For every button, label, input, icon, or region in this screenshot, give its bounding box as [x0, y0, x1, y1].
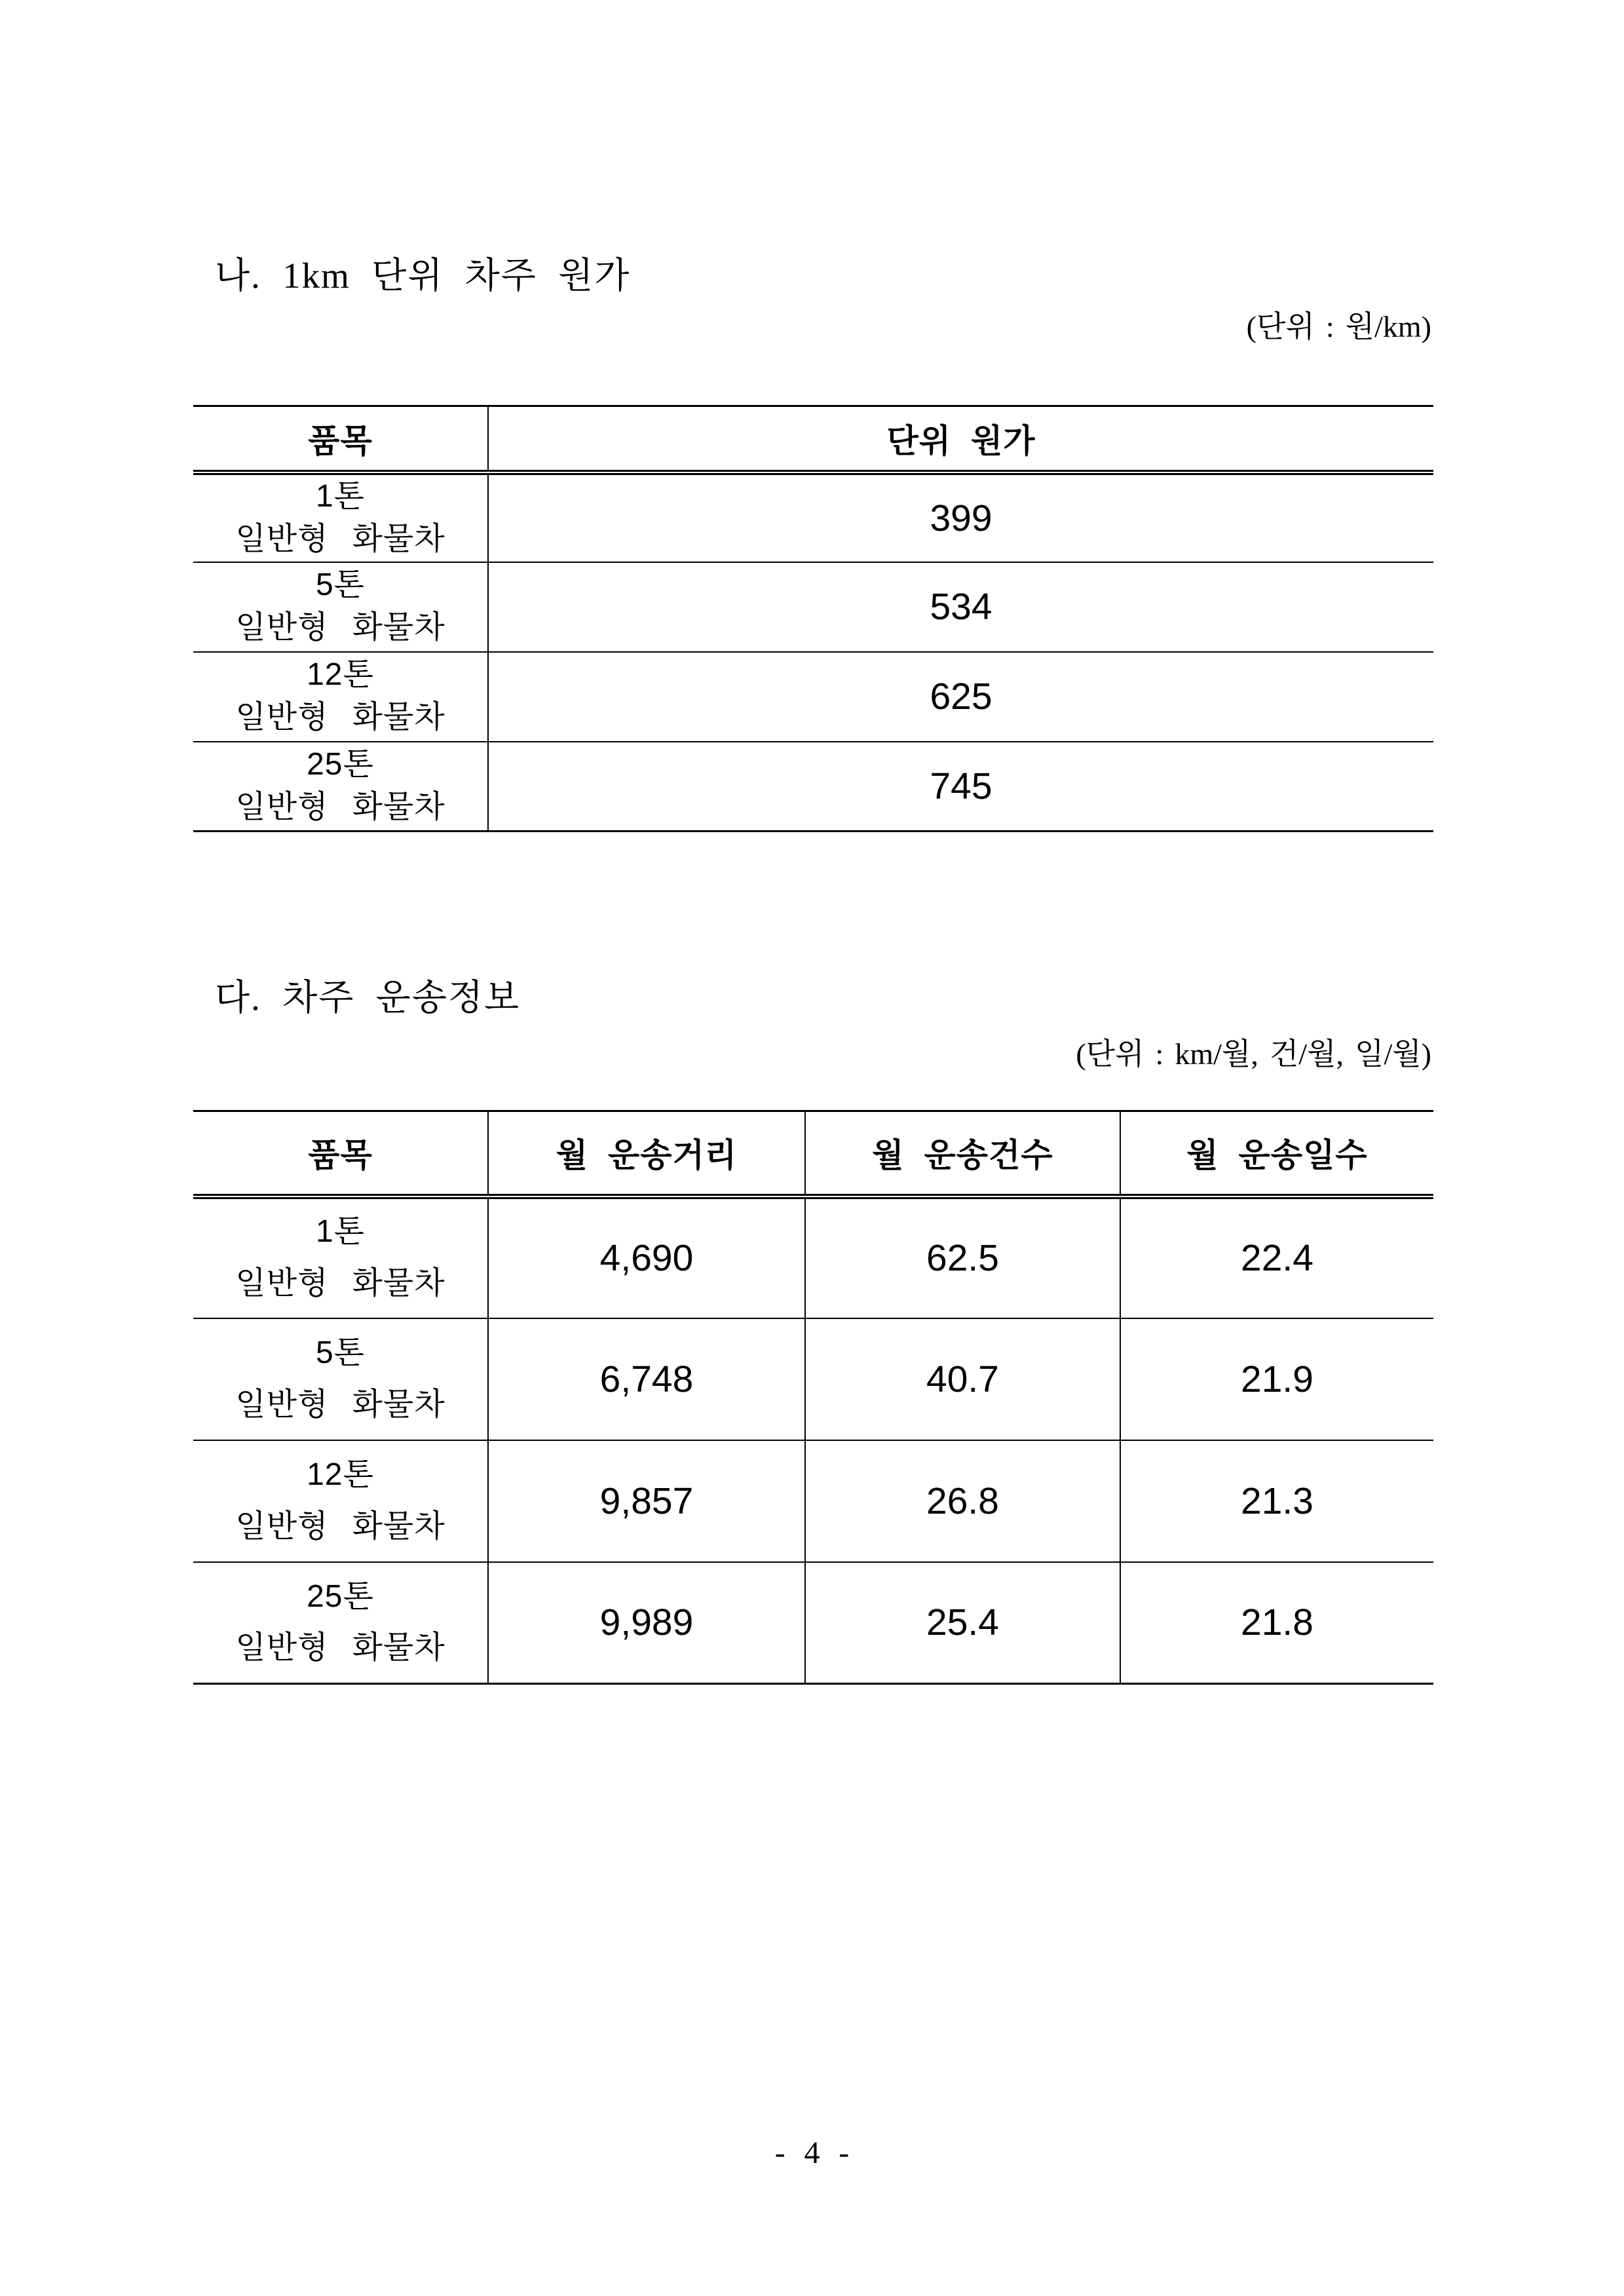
- vehicle-type-label: 일반형 화물차: [235, 1630, 445, 1666]
- table-row: [193, 1440, 1433, 1562]
- header-monthly-days-column: 월 운송일수: [1120, 1111, 1433, 1196]
- unit-cost-value: 534: [488, 562, 1433, 652]
- table-row: [193, 562, 1433, 652]
- table-row: [193, 472, 1433, 562]
- unit-cost-value: 625: [488, 652, 1433, 742]
- vehicle-label: [193, 478, 487, 558]
- header-unit-cost-column: 단위 원가: [488, 406, 1433, 472]
- tonnage-label: 1톤: [315, 478, 366, 514]
- vehicle-label-cell: [193, 1440, 488, 1562]
- table-row: [193, 652, 1433, 742]
- header-item-column: 품목: [193, 406, 488, 472]
- monthly-days-value: 21.9: [1120, 1318, 1433, 1440]
- monthly-count-value: 26.8: [805, 1440, 1120, 1562]
- monthly-count-value: 40.7: [805, 1318, 1120, 1440]
- unit-note-transport: (단위 : km/월, 건/월, 일/월): [1076, 1037, 1431, 1071]
- vehicle-label-cell: [193, 1562, 488, 1684]
- vehicle-type-label: 일반형 화물차: [235, 789, 445, 824]
- monthly-days-value: 21.3: [1120, 1440, 1433, 1562]
- tonnage-label: 25톤: [307, 1578, 374, 1614]
- header-item-column: 품목: [193, 1111, 488, 1196]
- header-monthly-count-column: 월 운송건수: [805, 1111, 1120, 1196]
- vehicle-label: [193, 657, 487, 736]
- header-monthly-distance-column: 월 운송거리: [488, 1111, 805, 1196]
- table-header-row: [193, 1111, 1433, 1196]
- tonnage-label: 1톤: [315, 1214, 366, 1250]
- page-number: - 4 -: [774, 2135, 850, 2170]
- tonnage-label: 25톤: [307, 747, 374, 782]
- vehicle-label-cell: [193, 742, 488, 832]
- monthly-count-value: 62.5: [805, 1196, 1120, 1318]
- vehicle-label: [193, 1578, 487, 1667]
- vehicle-label: [193, 1457, 487, 1545]
- unit-cost-table: [193, 405, 1433, 832]
- table-row: [193, 742, 1433, 832]
- section-title-transport-info: 다. 차주 운송정보: [215, 977, 521, 1018]
- table-header-row: [193, 406, 1433, 472]
- monthly-distance-value: 9,989: [488, 1562, 805, 1684]
- vehicle-label: [193, 1214, 487, 1302]
- vehicle-label-cell: [193, 1318, 488, 1440]
- vehicle-label-cell: [193, 562, 488, 652]
- table-row: [193, 1196, 1433, 1318]
- vehicle-type-label: 일반형 화물차: [235, 700, 445, 735]
- monthly-days-value: 21.8: [1120, 1562, 1433, 1684]
- vehicle-label-cell: [193, 472, 488, 562]
- monthly-days-value: 22.4: [1120, 1196, 1433, 1318]
- tonnage-label: 12톤: [307, 1457, 374, 1492]
- vehicle-type-label: 일반형 화물차: [235, 521, 445, 556]
- vehicle-label-cell: [193, 652, 488, 742]
- vehicle-type-label: 일반형 화물차: [235, 1266, 445, 1301]
- unit-cost-value: 399: [488, 472, 1433, 562]
- unit-cost-value: 745: [488, 742, 1433, 832]
- tonnage-label: 5톤: [315, 1335, 366, 1370]
- tonnage-label: 5톤: [315, 567, 366, 603]
- vehicle-label-cell: [193, 1196, 488, 1318]
- unit-note-cost: (단위 : 원/km): [1246, 310, 1431, 343]
- vehicle-type-label: 일반형 화물차: [235, 1387, 445, 1422]
- vehicle-label: [193, 1335, 487, 1423]
- monthly-distance-value: 6,748: [488, 1318, 805, 1440]
- monthly-count-value: 25.4: [805, 1562, 1120, 1684]
- table-row: [193, 1318, 1433, 1440]
- monthly-distance-value: 4,690: [488, 1196, 805, 1318]
- vehicle-label: [193, 567, 487, 646]
- monthly-distance-value: 9,857: [488, 1440, 805, 1562]
- vehicle-type-label: 일반형 화물차: [235, 1508, 445, 1544]
- tonnage-label: 12톤: [307, 657, 374, 693]
- transport-info-table: [193, 1110, 1433, 1685]
- table-row: [193, 1562, 1433, 1684]
- vehicle-type-label: 일반형 화물차: [235, 610, 445, 645]
- vehicle-label: [193, 746, 487, 826]
- section-title-unit-cost: 나. 1km 단위 차주 원가: [215, 255, 631, 296]
